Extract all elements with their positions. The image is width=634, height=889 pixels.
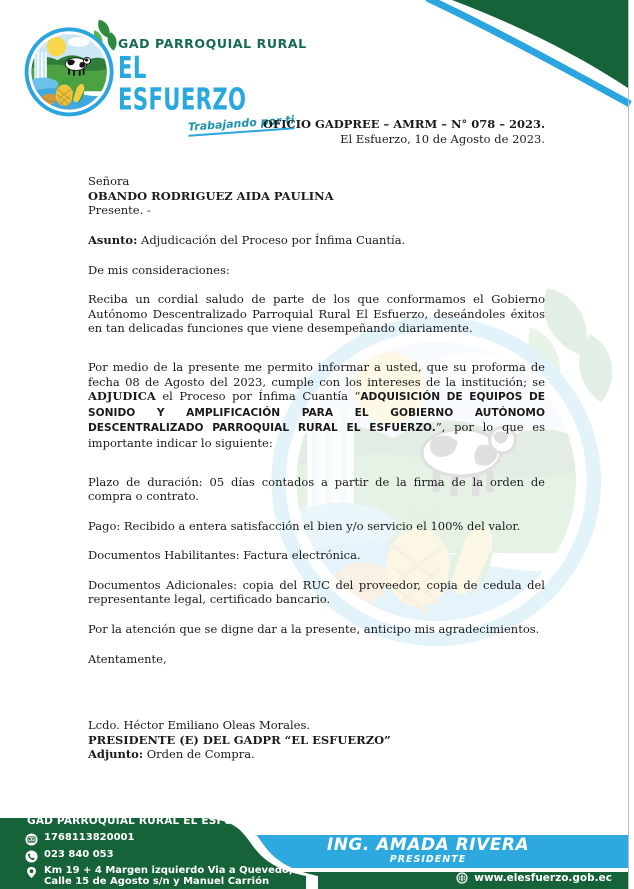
president-name: ING. AMADA RIVERA [326, 835, 530, 855]
subject-line [88, 233, 545, 248]
footer-address [44, 866, 293, 887]
recipient-block [88, 174, 545, 218]
footer-ruc: 1768113820001 [44, 832, 135, 843]
attachment-text: Orden de Compra. [143, 747, 255, 762]
org-name: EL ESFUERZO [118, 49, 247, 118]
footer-address-line2: Calle 15 de Agosto s/n y Manuel Carrión [44, 875, 270, 887]
org-type: GAD PARROQUIAL RURAL [118, 36, 307, 51]
recipient-salutation: Señora [88, 174, 130, 189]
globe-icon [456, 872, 468, 884]
location-pin-icon [25, 866, 38, 879]
president-title: PRESIDENTE [389, 854, 467, 865]
paragraph-plazo: Plazo de duración: 05 días contados a partir de la firma de la orden de compra o contrato. [88, 474, 545, 504]
paragraph-2-text: el Proceso por Ínfima Cuantía “ [155, 389, 361, 404]
paragraph-2-text: Por medio de la presente me permito informar a usted, que su proforma de fecha 08 de Agosto del 2023, cumple con los intereses de la institución; se [88, 359, 545, 389]
footer-address-row [25, 866, 293, 887]
closing-line: Atentamente, [88, 651, 167, 666]
attachment-label: Adjunto: [88, 747, 144, 762]
date-line: El Esfuerzo, 10 de Agosto de 2023. [340, 131, 545, 146]
recipient-present: Presente. - [88, 203, 151, 218]
footer-content [0, 810, 634, 889]
footer-phone: 023 840 053 [44, 849, 114, 860]
adjudica-bold: ADJUDICA [88, 389, 156, 404]
org-slogan: Trabajando por ti [188, 113, 295, 136]
footer-website-row [456, 872, 612, 884]
recipient-name: OBANDO RODRIGUEZ AIDA PAULINA [88, 188, 334, 203]
greeting-line: De mis consideraciones: [88, 262, 230, 277]
org-logo [14, 10, 130, 126]
subject-text: Adjudicación del Proceso por Ínfima Cuantía. [137, 232, 406, 247]
signer-name: Lcdo. Héctor Emiliano Oleas Morales. [88, 718, 311, 733]
page-footer [0, 810, 634, 889]
process-title-bold: ADQUISICIÓN DE EQUIPOS DE SONIDO Y AMPLIFICACIÓN PARA EL GOBIERNO AUTÓNOMO DESCENTRALIZADO PARROQUIAL RURAL EL ESFUERZO. [88, 391, 545, 435]
subject-label: Asunto: [88, 232, 138, 247]
letter-body [88, 117, 545, 762]
paragraph-habilitantes: Documentos Habilitantes: Factura electrónica. [88, 548, 361, 563]
footer-ruc-row [25, 833, 134, 846]
page-edge-line [628, 0, 629, 889]
paragraph-1: Reciba un cordial saludo de parte de los que conformamos el Gobierno Autónomo Descentralizado Parroquial Rural El Esfuerzo, deseándoles éxitos en tan delicadas funciones que viene desempeñando diariamente. [88, 292, 545, 336]
footer-president-block [228, 837, 628, 865]
paragraph-2 [88, 360, 545, 451]
signer-title: PRESIDENTE (E) DEL GADPR “EL ESFUERZO” [88, 732, 391, 747]
paragraph-2-text: ”, por lo que es importante indicar lo siguiente: [88, 420, 545, 450]
paragraph-pago: Pago: Recibido a entera satisfacción el bien y/o servicio el 100% del valor. [88, 518, 521, 533]
phone-icon [25, 850, 38, 863]
footer-phone-row [25, 850, 114, 863]
attachment-line [88, 747, 545, 762]
signature-block [88, 718, 545, 762]
paragraph-adicionales: Documentos Adicionales: copia del RUC del proveedor, copia de cedula del representante legal, certificado bancario. [88, 577, 545, 607]
id-card-icon [25, 833, 38, 846]
paragraph-gracias: Por la atención que se digne dar a la presente, anticipo mis agradecimientos. [88, 622, 540, 637]
oficio-reference: OFICIO GADPREE – AMRM – N° 078 – 2023. [262, 117, 545, 131]
footer-website: www.elesfuerzo.gob.ec [474, 872, 612, 884]
footer-address-line1: Km 19 + 4 Margen izquierdo Via a Quevedo, [44, 865, 293, 876]
footer-org-line: GAD PARROQUIAL RURAL EL ESFUERZO [27, 815, 266, 827]
